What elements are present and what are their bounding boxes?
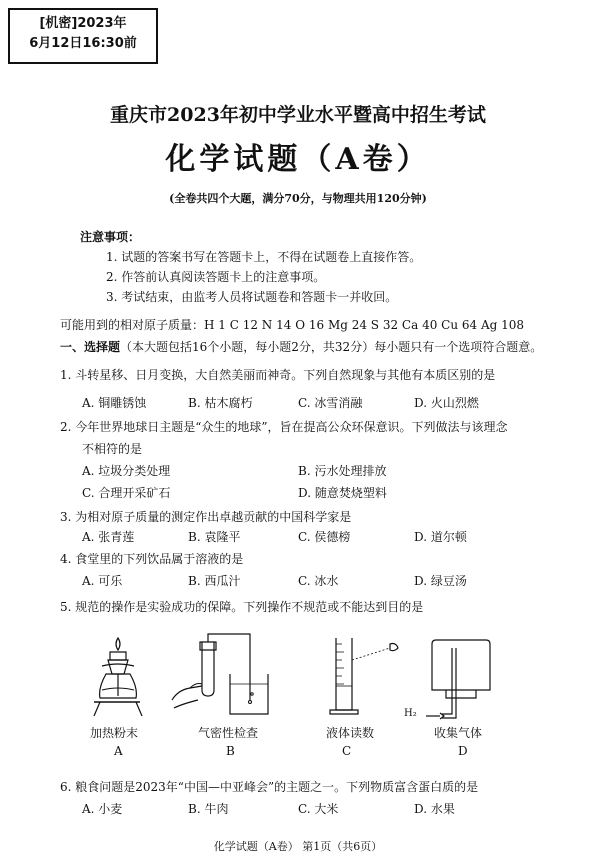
- option: B. 污水处理排放: [298, 464, 387, 478]
- figure-caption: 液体读数: [326, 726, 375, 740]
- figure-letter: C: [342, 744, 352, 758]
- exam-title: 重庆市2023年初中学业水平暨高中招生考试: [110, 104, 486, 126]
- question-stem-cont: 不相符的是: [82, 442, 143, 456]
- atomic-masses: 可能用到的相对原子质量：H 1 C 12 N 14 O 16 Mg 24 S 32 Ca 40 Cu 64 Ag 108: [60, 318, 525, 332]
- question-stem: 1. 斗转星移、日月变换，大自然美丽而神奇。下列自然现象与其他有本质区别的是: [60, 368, 496, 382]
- exam-subject: 化学试题（A卷）: [165, 142, 431, 177]
- confidential-line2: 6月12日16:30前: [29, 36, 137, 51]
- attention-heading: 注意事项：: [80, 230, 141, 244]
- confidential-line1: [机密]2023年: [39, 16, 127, 31]
- page-footer: 化学试题（A卷） 第1页（共6页）: [213, 840, 383, 853]
- option: C. 侯德榜: [298, 530, 351, 544]
- option: A. 垃圾分类处理: [82, 464, 171, 478]
- figure-gas-collection: [406, 630, 516, 725]
- figure-letter: D: [458, 744, 468, 758]
- attention-item: 3. 考试结束，由监考人员将试题卷和答题卡一并收回。: [106, 290, 398, 304]
- option: B. 牛肉: [188, 802, 229, 816]
- option: D. 道尔顿: [414, 530, 467, 544]
- question-stem: 6. 粮食问题是2023年“中国—中亚峰会”的主题之一。下列物质富含蛋白质的是: [60, 780, 479, 794]
- option: C. 合理开采矿石: [82, 486, 171, 500]
- section-desc: （本大题包括16个小题，每小题2分，共32分）每小题只有一个选项符合题意。: [120, 340, 543, 354]
- figure-caption: 收集气体: [434, 726, 483, 740]
- option: D. 绿豆汤: [414, 574, 467, 588]
- option: C. 冰雪消融: [298, 396, 363, 410]
- option: B. 袁隆平: [188, 530, 241, 544]
- option: D. 随意焚烧塑料: [298, 486, 387, 500]
- option: A. 可乐: [82, 574, 123, 588]
- attention-item: 2. 作答前认真阅读答题卡上的注意事项。: [106, 270, 326, 284]
- section-heading: [60, 338, 542, 355]
- option: B. 西瓜汁: [188, 574, 241, 588]
- figure-heating-powder: [80, 630, 160, 725]
- question-stem: 3. 为相对原子质量的测定作出卓越贡献的中国科学家是: [60, 510, 352, 524]
- question-stem: 2. 今年世界地球日主题是“众生的地球”，旨在提高公众环保意识。下列做法与该理念: [60, 420, 508, 434]
- question-stem: 4. 食堂里的下列饮品属于溶液的是: [60, 552, 244, 566]
- option: D. 火山烈燃: [414, 396, 479, 410]
- question-stem: 5. 规范的操作是实验成功的保障。下列操作不规范或不能达到目的是: [60, 600, 424, 614]
- option: B. 枯木腐朽: [188, 396, 253, 410]
- figure-caption: 加热粉末: [90, 726, 139, 740]
- option: A. 张青莲: [82, 530, 135, 544]
- attention-item: 1. 试题的答案书写在答题卡上，不得在试题卷上直接作答。: [106, 250, 422, 264]
- figure-caption: 气密性检查: [198, 726, 259, 740]
- section-title: 一、选择题: [60, 340, 121, 354]
- figure-letter: A: [114, 744, 123, 758]
- option: C. 冰水: [298, 574, 339, 588]
- gas-label: H₂: [404, 708, 417, 719]
- figure-liquid-reading: [316, 630, 416, 725]
- option: D. 水果: [414, 802, 455, 816]
- figure-airtightness-check: [168, 630, 278, 725]
- option: C. 大米: [298, 802, 339, 816]
- figure-letter: B: [226, 744, 235, 758]
- option: A. 铜雕锈蚀: [82, 396, 147, 410]
- option: A. 小麦: [82, 802, 123, 816]
- confidential-stamp: [8, 8, 158, 64]
- exam-note: (全卷共四个大题，满分70分，与物理共用120分钟): [169, 192, 427, 205]
